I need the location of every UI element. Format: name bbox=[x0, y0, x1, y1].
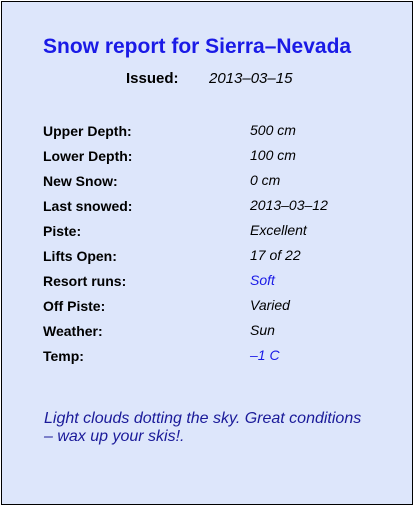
conditions-summary: Light clouds dotting the sky. Great conditions – wax up your skis!. bbox=[44, 410, 362, 445]
row-value: 2013–03–12 bbox=[250, 197, 328, 213]
row-label: Lifts Open: bbox=[43, 248, 117, 264]
row-temp bbox=[43, 345, 383, 370]
conditions-list bbox=[43, 120, 383, 370]
row-label: Last snowed: bbox=[43, 198, 133, 214]
row-label: Resort runs: bbox=[43, 273, 127, 289]
row-upper-depth bbox=[43, 120, 383, 145]
row-value: Varied bbox=[250, 297, 290, 313]
row-piste bbox=[43, 220, 383, 245]
row-value: 100 cm bbox=[250, 147, 296, 163]
row-label: Upper Depth: bbox=[43, 123, 132, 139]
row-value: Sun bbox=[250, 322, 275, 338]
row-label: Temp: bbox=[43, 348, 84, 364]
row-value: Excellent bbox=[250, 222, 307, 238]
row-off-piste bbox=[43, 295, 383, 320]
row-label: Piste: bbox=[43, 223, 82, 239]
issued-date: 2013–03–15 bbox=[209, 70, 293, 87]
row-label: New Snow: bbox=[43, 173, 118, 189]
row-label: Off Piste: bbox=[43, 298, 106, 314]
row-last-snowed bbox=[43, 195, 383, 220]
row-weather bbox=[43, 320, 383, 345]
row-label: Weather: bbox=[43, 323, 103, 339]
row-lifts-open bbox=[43, 245, 383, 270]
snow-report-card bbox=[1, 1, 413, 505]
row-value: Soft bbox=[250, 272, 275, 288]
row-new-snow bbox=[43, 170, 383, 195]
row-resort-runs bbox=[43, 270, 383, 295]
row-value: 500 cm bbox=[250, 122, 296, 138]
row-label: Lower Depth: bbox=[43, 148, 133, 164]
row-value: 17 of 22 bbox=[250, 247, 301, 263]
row-value: –1 C bbox=[250, 347, 280, 363]
issued-label: Issued: bbox=[126, 70, 179, 87]
report-title: Snow report for Sierra–Nevada bbox=[43, 35, 352, 58]
row-lower-depth bbox=[43, 145, 383, 170]
row-value: 0 cm bbox=[250, 172, 281, 188]
